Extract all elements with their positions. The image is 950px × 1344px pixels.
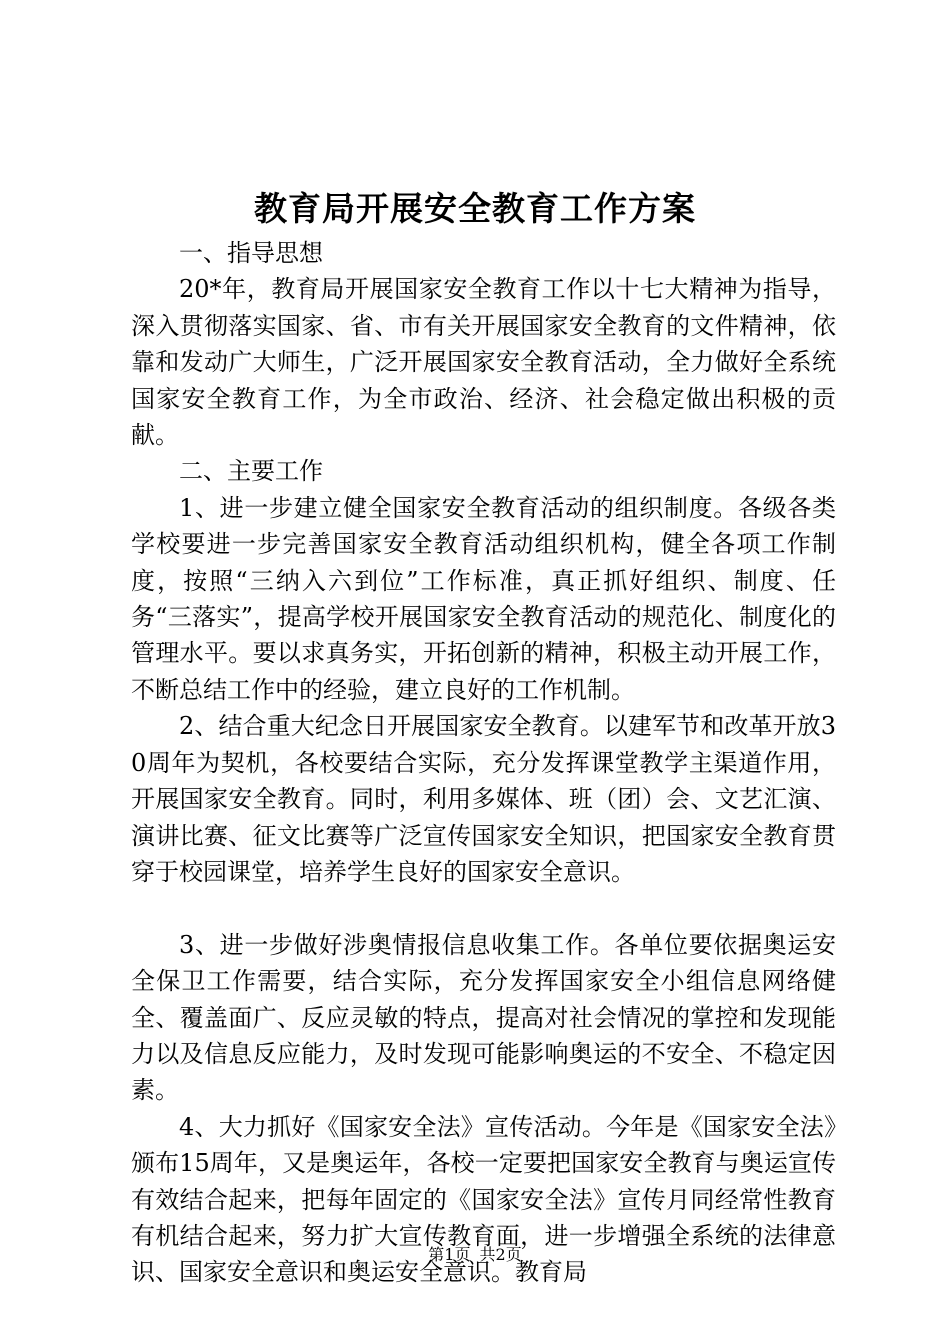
paragraph-item-4: 4、大力抓好《国家安全法》宣传活动。今年是《国家安全法》颁布15周年，又是奥运年，各校一定要把国家安全教育与奥运宣传有效结合起来，把每年固定的《国家安全法》宣传月同经常性教育有机结合起来，努力扩大宣传教育面，进一步增强全系统的法律意识、国家安全意识和奥运安全意识。教育局 — [131, 1112, 836, 1287]
section-heading-guiding-ideology: 一、指导思想 — [179, 239, 323, 267]
total-pages: 共2页 — [479, 1245, 522, 1264]
paragraph-item-3: 3、进一步做好涉奥情报信息收集工作。各单位要依据奥运安全保卫工作需要，结合实际，充分发挥国家安全小组信息网络健全、覆盖面广、反应灵敏的特点，提高对社会情况的掌控和发现能力以及信息反应能力，及时发现可能影响奥运的不安全、不稳定因素。 — [131, 930, 836, 1105]
document-title: 教育局开展安全教育工作方案 — [254, 189, 696, 228]
paragraph-guiding-ideology: 20*年，教育局开展国家安全教育工作以十七大精神为指导，深入贯彻落实国家、省、市有关开展国家安全教育的文件精神，依靠和发动广大师生，广泛开展国家安全教育活动，全力做好全系统国家安全教育工作，为全市政治、经济、社会稳定做出积极的贡献。 — [131, 275, 836, 450]
page-footer — [0, 1244, 950, 1266]
document-body — [131, 235, 836, 1291]
section-heading-main-work: 二、主要工作 — [179, 457, 323, 486]
paragraph-item-2: 2、结合重大纪念日开展国家安全教育。以建军节和改革开放30周年为契机，各校要结合实际，充分发挥课堂教学主渠道作用，开展国家安全教育。同时，利用多媒体、班（团）会、文艺汇演、演讲比赛、征文比赛等广泛宣传国家安全知识，把国家安全教育贯穿于校园课堂，培养学生良好的国家安全意识。 — [131, 712, 836, 886]
paragraph-item-1: 1、进一步建立健全国家安全教育活动的组织制度。各级各类学校要进一步完善国家安全教育活动组织机构，健全各项工作制度，按照“三纳入六到位”工作标准，真正抓好组织、制度、任务“三落实”，提高学校开展国家安全教育活动的规范化、制度化的管理水平。要以求真务实，开拓创新的精神，积极主动开展工作，不断总结工作中的经验，建立良好的工作机制。 — [131, 493, 836, 704]
page-number: 第1页 — [428, 1245, 471, 1264]
blank-line — [131, 890, 836, 926]
